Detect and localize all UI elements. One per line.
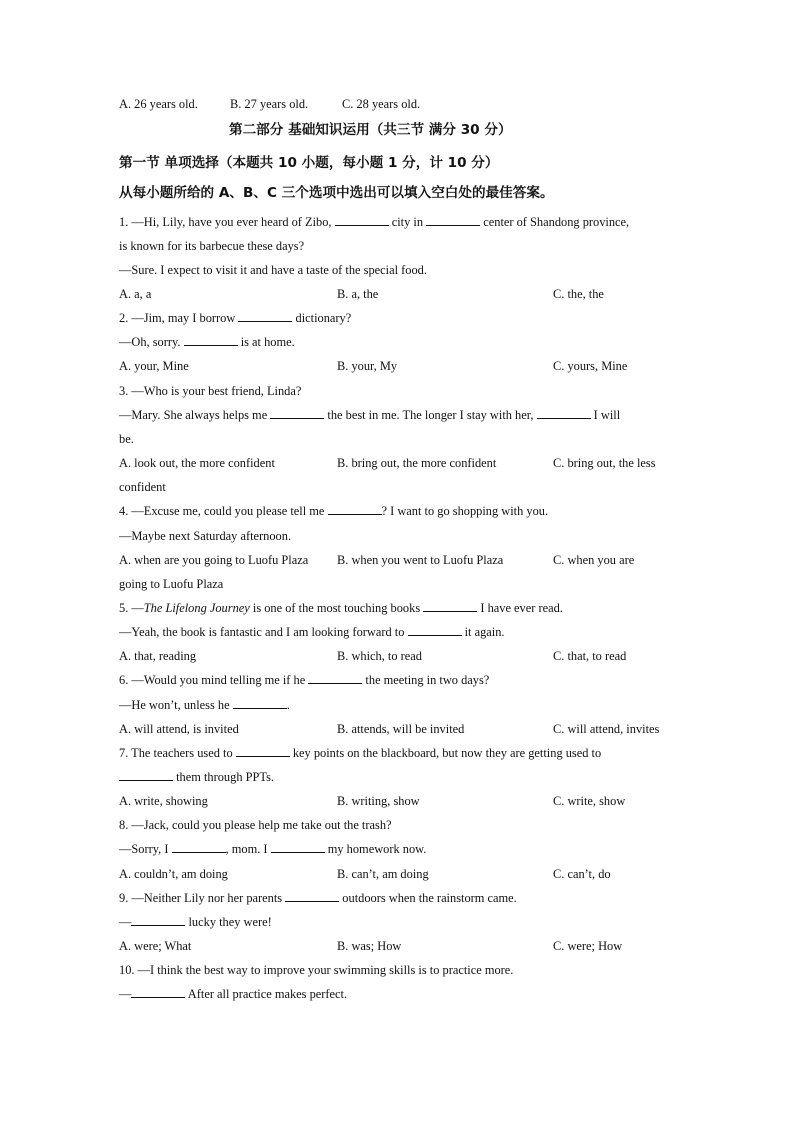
answer-blank: [270, 407, 324, 419]
question-6-reply: —He won’t, unless he .: [119, 698, 290, 712]
q8-option-a: A. couldn’t, am doing: [119, 867, 228, 881]
question-3: 3. —Who is your best friend, Linda?: [119, 384, 302, 398]
q7-option-b: B. writing, show: [337, 794, 420, 808]
q9-option-b: B. was; How: [337, 939, 402, 953]
question-3-reply: —Mary. She always helps me the best in me. The longer I stay with her, I will: [119, 408, 621, 422]
answer-blank: [423, 600, 477, 612]
q2-option-c: C. yours, Mine: [553, 359, 628, 373]
question-5: 5. —The Lifelong Journey is one of the most touching books I have ever read.: [119, 601, 563, 615]
question-2-reply: —Oh, sorry. is at home.: [119, 335, 295, 349]
answer-blank: [285, 890, 339, 902]
question-7: 7. The teachers used to key points on the blackboard, but now they are getting used to: [119, 746, 602, 760]
q3-option-c: C. bring out, the less: [553, 456, 656, 470]
question-7-cont: them through PPTs.: [119, 769, 274, 785]
answer-blank: [537, 407, 591, 419]
answer-blank: [328, 503, 382, 515]
q4-option-b: B. when you went to Luofu Plaza: [337, 553, 504, 567]
answer-blank: [308, 672, 362, 684]
answer-blank: [236, 745, 290, 757]
answer-blank: [119, 769, 173, 781]
q3-option-b: B. bring out, the more confident: [337, 456, 497, 470]
question-9: 9. —Neither Lily nor her parents outdoors when the rainstorm came.: [119, 891, 517, 905]
section-title: 第一节 单项选择（本题共 10 小题，每小题 1 分，计 10 分）: [119, 155, 499, 171]
q9-option-a: A. were; What: [119, 939, 192, 953]
answer-blank: [335, 214, 389, 226]
question-4: 4. —Excuse me, could you please tell me ? I want to go shopping with you.: [119, 504, 549, 518]
question-5-reply: —Yeah, the book is fantastic and I am looking forward to it again.: [119, 625, 505, 639]
question-9-reply: — lucky they were!: [119, 915, 272, 929]
answer-blank: [184, 334, 238, 346]
q4-option-c-cont: going to Luofu Plaza: [119, 577, 224, 591]
answer-blank: [131, 986, 185, 998]
question-1-reply: —Sure. I expect to visit it and have a taste of the special food.: [119, 263, 427, 277]
q2-option-b: B. your, My: [337, 359, 398, 373]
question-3-reply-cont: be.: [119, 432, 134, 446]
q5-option-a: A. that, reading: [119, 649, 197, 663]
question-8-reply: —Sorry, I , mom. I my homework now.: [119, 842, 427, 856]
q1-option-b: B. a, the: [337, 287, 379, 301]
q4-option-c: C. when you are: [553, 553, 635, 567]
answer-blank: [238, 310, 292, 322]
q6-option-b: B. attends, will be invited: [337, 722, 465, 736]
q3-option-a: A. look out, the more confident: [119, 456, 275, 470]
q6-option-c: C. will attend, invites: [553, 722, 660, 736]
q9-option-c: C. were; How: [553, 939, 623, 953]
q5-option-c: C. that, to read: [553, 649, 627, 663]
top-option-b: B. 27 years old.: [230, 97, 309, 111]
question-1-cont: is known for its barbecue these days?: [119, 239, 305, 253]
question-6: 6. —Would you mind telling me if he the meeting in two days?: [119, 673, 490, 687]
q4-option-a: A. when are you going to Luofu Plaza: [119, 553, 309, 567]
q5-option-b: B. which, to read: [337, 649, 422, 663]
q1-option-a: A. a, a: [119, 287, 152, 301]
question-1: 1. —Hi, Lily, have you ever heard of Zibo, city in center of Shandong province,: [119, 215, 630, 229]
answer-blank: [426, 214, 480, 226]
answer-blank: [172, 841, 226, 853]
q7-option-a: A. write, showing: [119, 794, 208, 808]
top-option-a: A. 26 years old.: [119, 97, 198, 111]
q7-option-c: C. write, show: [553, 794, 626, 808]
q6-option-a: A. will attend, is invited: [119, 722, 239, 736]
q2-option-a: A. your, Mine: [119, 359, 189, 373]
question-2: 2. —Jim, may I borrow dictionary?: [119, 311, 352, 325]
q3-option-c-cont: confident: [119, 480, 166, 494]
q8-option-b: B. can’t, am doing: [337, 867, 429, 881]
top-option-c: C. 28 years old.: [342, 97, 421, 111]
instruction: 从每小题所给的 A、B、C 三个选项中选出可以填入空白处的最佳答案。: [119, 185, 554, 201]
answer-blank: [233, 697, 287, 709]
q1-option-c: C. the, the: [553, 287, 604, 301]
part-title: 第二部分 基础知识运用（共三节 满分 30 分）: [229, 122, 512, 138]
q8-option-c: C. can’t, do: [553, 867, 611, 881]
question-4-reply: —Maybe next Saturday afternoon.: [119, 529, 292, 543]
question-10-reply: — After all practice makes perfect.: [119, 987, 348, 1001]
answer-blank: [131, 914, 185, 926]
answer-blank: [271, 841, 325, 853]
book-title: The Lifelong Journey: [143, 601, 250, 615]
question-10: 10. —I think the best way to improve your swimming skills is to practice more.: [119, 963, 514, 977]
answer-blank: [408, 624, 462, 636]
question-8: 8. —Jack, could you please help me take out the trash?: [119, 818, 392, 832]
